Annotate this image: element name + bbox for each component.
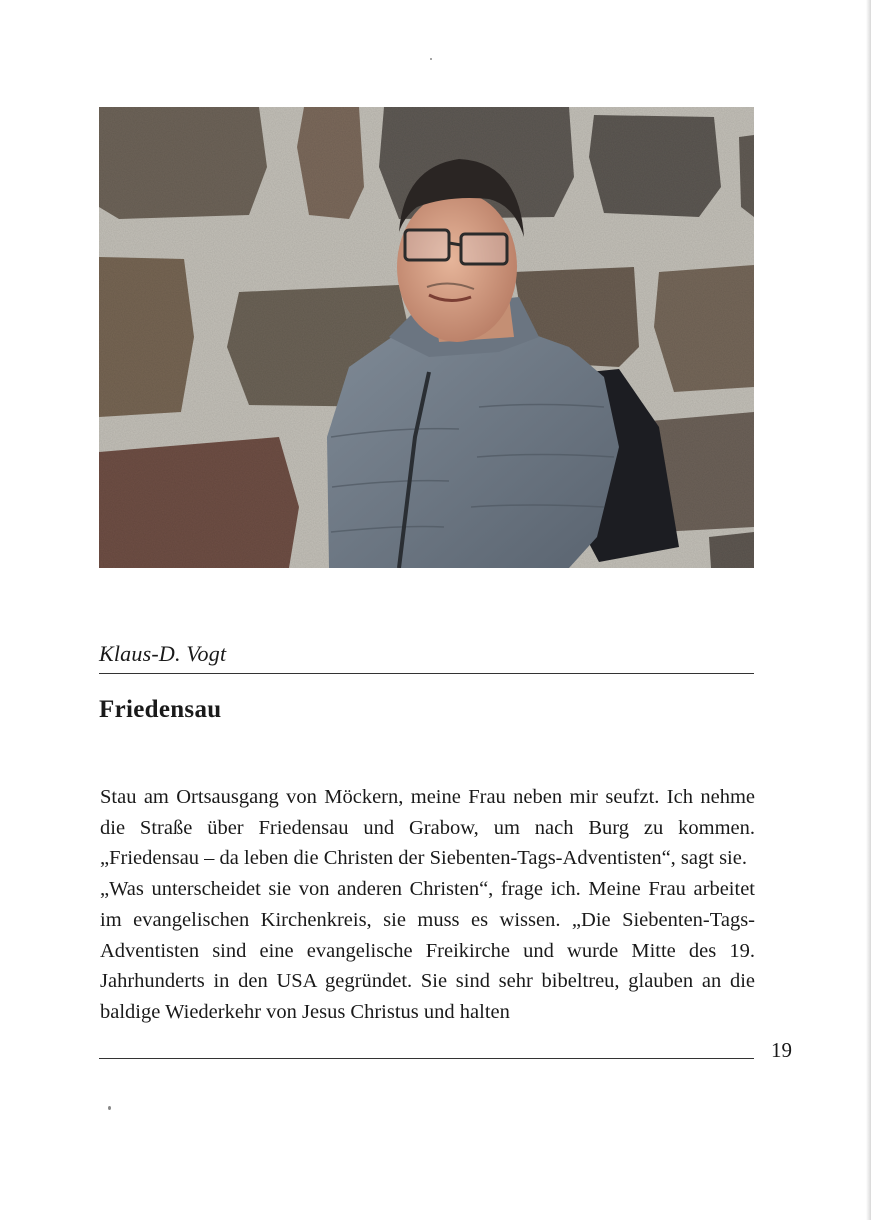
scan-speck <box>108 1106 111 1110</box>
footer-rule <box>99 1058 754 1059</box>
page-edge <box>866 0 871 1220</box>
article-title: Friedensau <box>99 696 222 723</box>
paragraph-1: Stau am Ortsausgang von Möckern, meine Frau neben mir seufzt. Ich nehme die Straße über Friedensau und Grabow, um nach Burg zu kommen. „Friedensau – da leben die Christen der Siebenten-Tags-Adventisten“, sagt sie. <box>100 786 755 870</box>
author-name: Klaus-D. Vogt <box>99 641 227 666</box>
header-rule <box>99 673 754 674</box>
article-body <box>100 782 755 1028</box>
paragraph-2: „Was unterscheidet sie von anderen Christen“, frage ich. Meine Frau arbeitet im evangelischen Kirchenkreis, sie muss es wissen. „Die Siebenten-Tags-Adventisten sind eine evangelische Freikirche und wurde Mitte des 19. Jahrhunderts in den USA gegründet. Sie sind sehr bibeltreu, glauben an die baldige Wiederkehr von Jesus Christus und halten <box>100 878 755 1023</box>
author-photo <box>99 107 754 568</box>
page-number: 19 <box>771 1038 792 1062</box>
scan-speck <box>430 58 432 60</box>
